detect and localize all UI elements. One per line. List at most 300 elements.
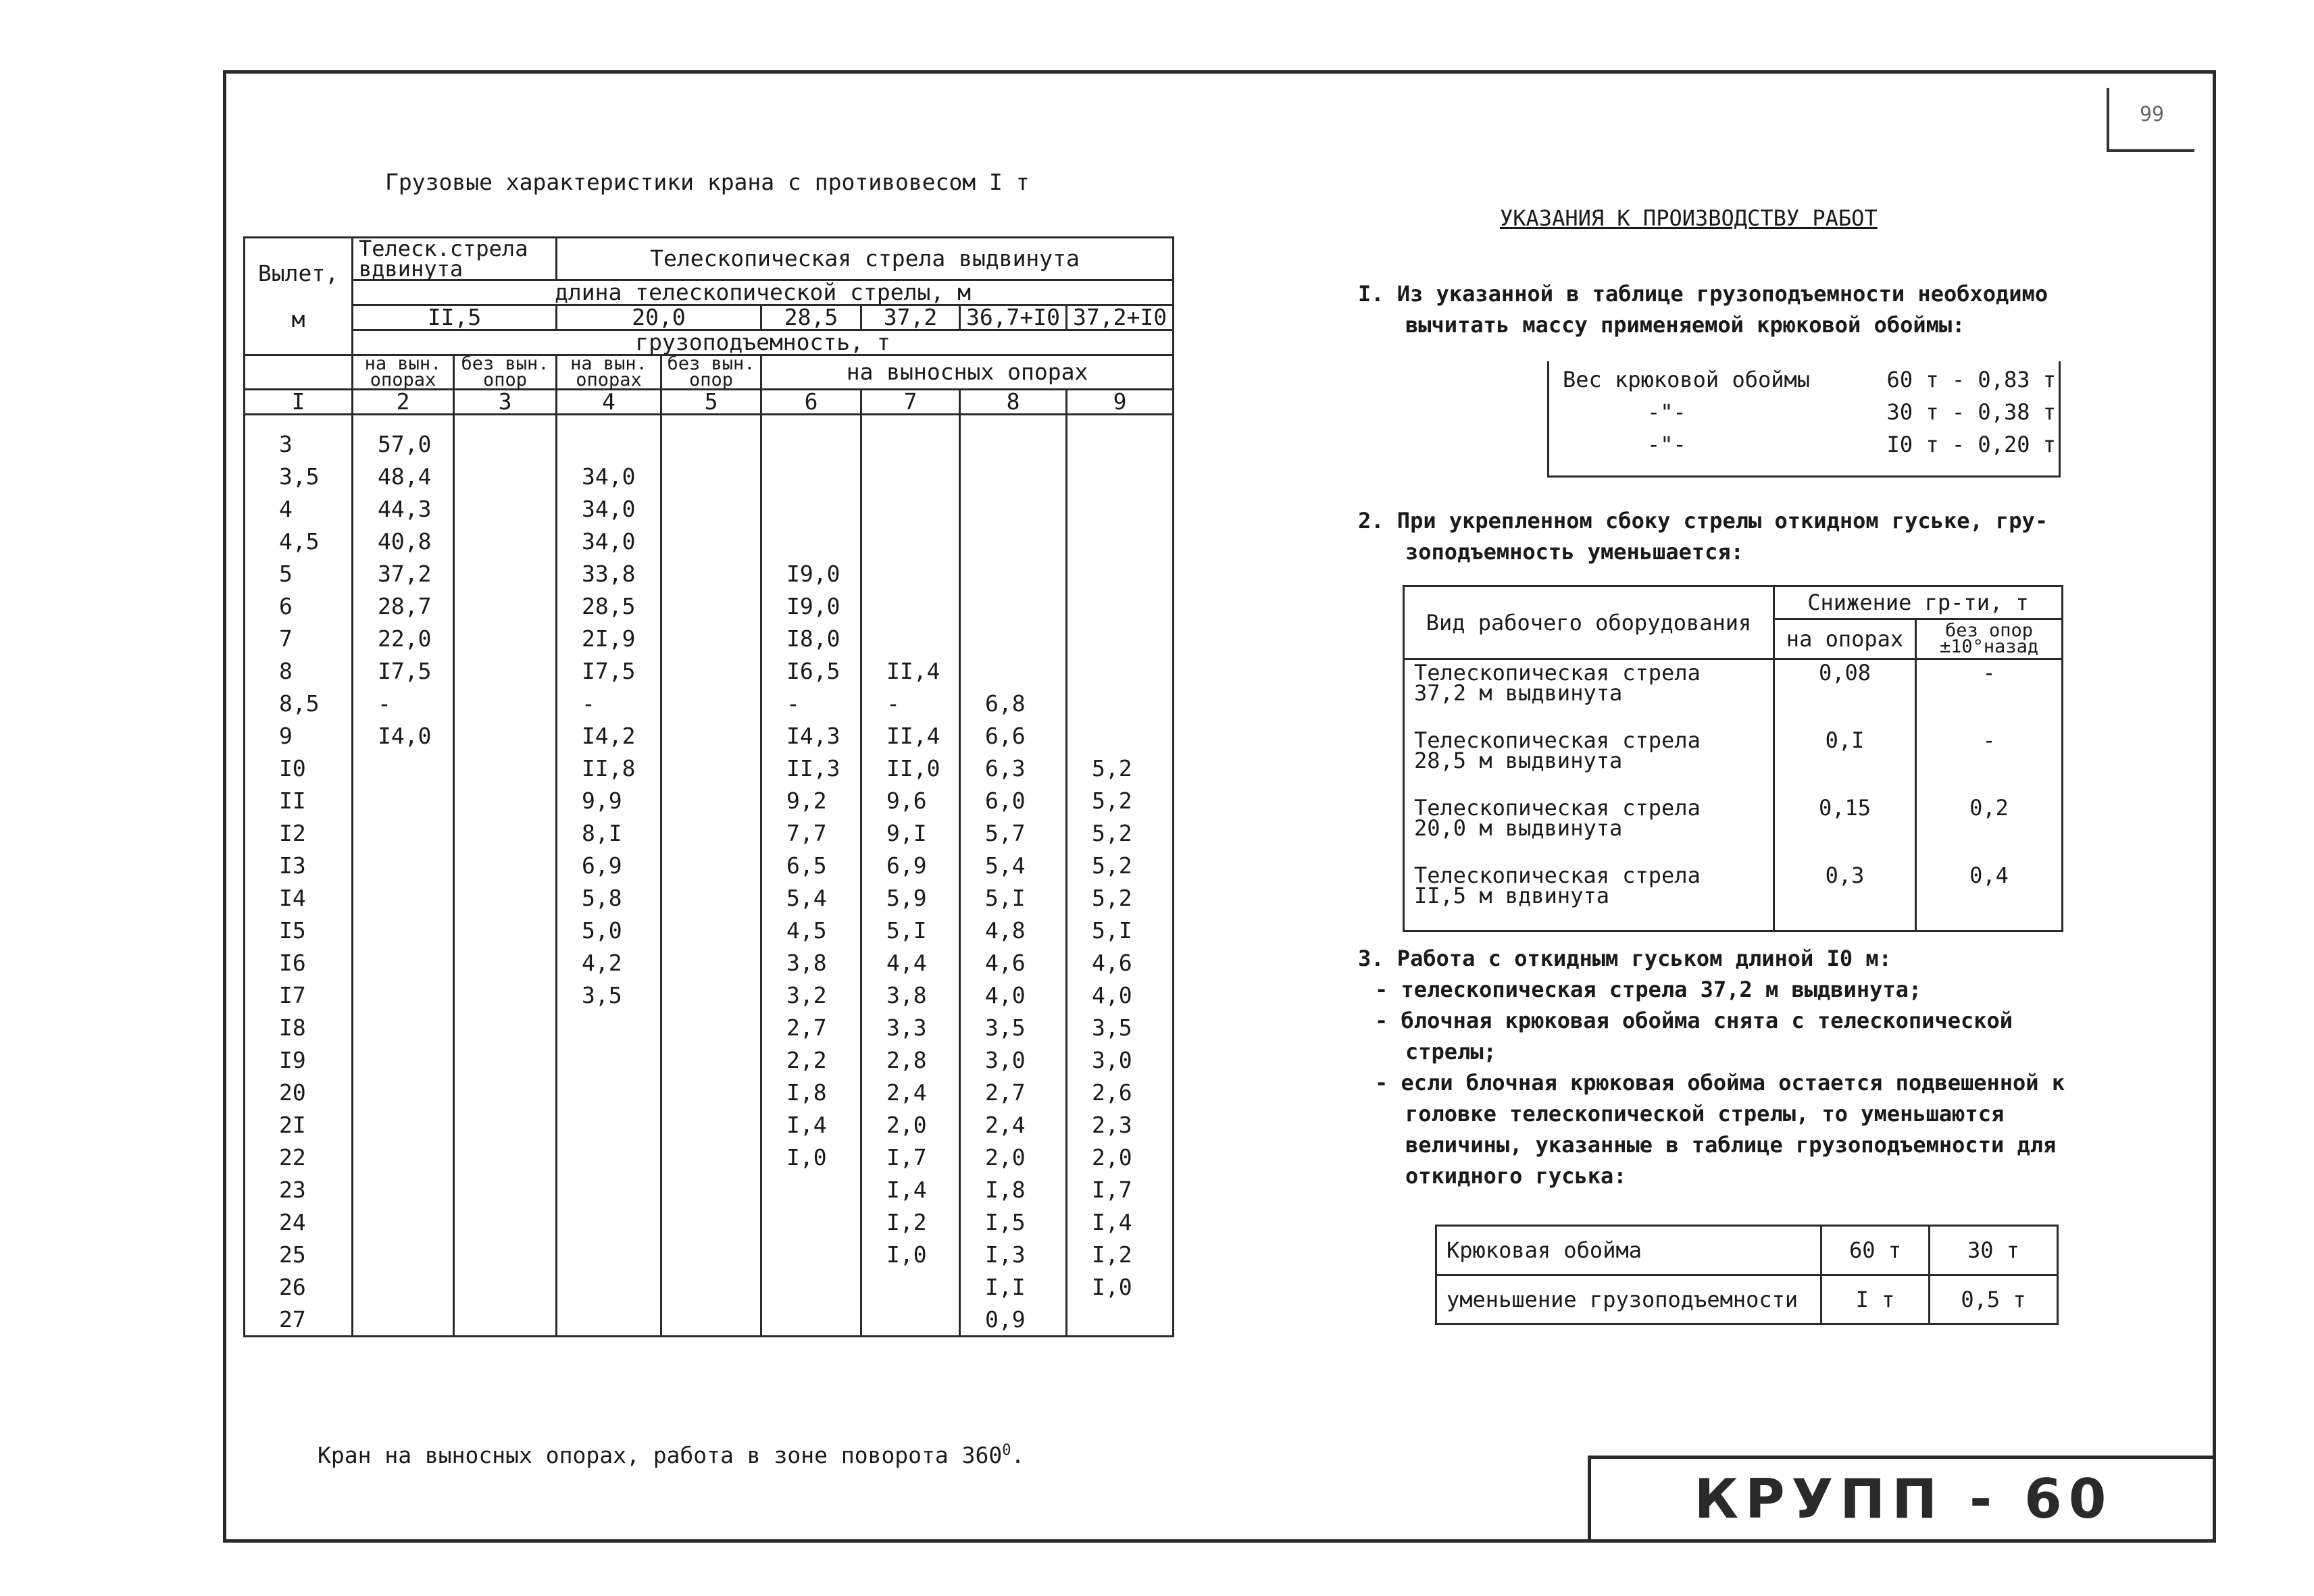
column-number: 4 — [557, 390, 661, 415]
capacity-cell — [353, 1044, 454, 1076]
capacity-cell: 6,8 — [960, 687, 1067, 719]
title-stamp: КРУПП - 60 — [1694, 1468, 2113, 1530]
length-value: 37,2+I0 — [1067, 305, 1174, 330]
capacity-cell: 3,8 — [761, 946, 861, 979]
capacity-cell: I,2 — [861, 1206, 960, 1238]
table-caption: Грузовые характеристики крана с противовесом I т — [385, 169, 1030, 195]
capacity-cell: 9,2 — [761, 784, 861, 817]
equipment-cell: Телескопическая стрела 37,2 м выдвинута — [1404, 659, 1774, 728]
reach-cell: 24 — [245, 1206, 353, 1238]
table-row — [245, 1270, 1174, 1303]
capacity-cell — [557, 1141, 661, 1173]
table-row — [245, 622, 1174, 654]
capacity-cell — [661, 1108, 761, 1141]
capacity-cell — [353, 752, 454, 784]
capacity-cell — [557, 1173, 661, 1206]
reach-cell: 25 — [245, 1238, 353, 1270]
table-row — [1404, 795, 2063, 863]
reach-cell: I5 — [245, 914, 353, 946]
capacity-cell — [557, 1044, 661, 1076]
capacity-cell: 5,I — [1067, 914, 1174, 946]
capacity-cell — [454, 946, 557, 979]
capacity-cell — [861, 557, 960, 590]
capacity-cell — [761, 492, 861, 525]
capacity-cell: 2,4 — [960, 1108, 1067, 1141]
capacity-cell: 4,8 — [960, 914, 1067, 946]
bottom-note: Кран на выносных опорах, работа в зоне поворота $360^0$. — [318, 1442, 1025, 1468]
table-row — [245, 914, 1174, 946]
capacity-cell — [960, 415, 1067, 461]
capacity-cell: 48,4 — [353, 460, 454, 492]
capacity-cell — [661, 1141, 761, 1173]
capacity-cell: I,4 — [1067, 1206, 1174, 1238]
capacity-cell — [353, 1076, 454, 1108]
capacity-cell: - — [861, 687, 960, 719]
capacity-cell — [454, 1238, 557, 1270]
capacity-cell: 4,0 — [960, 979, 1067, 1011]
capacity-cell: 7,7 — [761, 817, 861, 849]
capacity-cell — [960, 654, 1067, 687]
hook-table-value: 0,5 т — [1930, 1275, 2058, 1324]
capacity-cell: 40,8 — [353, 525, 454, 557]
table-row — [245, 492, 1174, 525]
length-value: 37,2 — [861, 305, 960, 330]
capacity-cell: 9,I — [861, 817, 960, 849]
capacity-cell — [353, 1141, 454, 1173]
reach-cell: 6 — [245, 590, 353, 622]
table-row — [245, 881, 1174, 914]
capacity-cell: 3,3 — [861, 1011, 960, 1044]
hook-weight-value: I0 т - 0,20 т — [1886, 432, 2056, 457]
capacity-cell — [353, 1108, 454, 1141]
capacity-cell — [353, 1270, 454, 1303]
capacity-cell — [761, 1303, 861, 1337]
capacity-cell — [960, 557, 1067, 590]
column-number: 9 — [1067, 390, 1174, 415]
capacity-cell: 34,0 — [557, 525, 661, 557]
bullet-item: - блочная крюковая обойма снята с телескопической стрелы; — [1375, 1008, 2013, 1064]
capacity-cell — [454, 1270, 557, 1303]
table-row — [245, 590, 1174, 622]
capacity-cell — [861, 525, 960, 557]
column-number: 2 — [353, 390, 454, 415]
capacity-cell: 57,0 — [353, 415, 454, 461]
capacity-cell — [1067, 460, 1174, 492]
boom-extended-header: Телескопическая стрела выдвинута — [557, 238, 1174, 280]
capacity-cell: 5,0 — [557, 914, 661, 946]
table-row — [245, 1173, 1174, 1206]
capacity-reduction-table — [1403, 585, 2063, 932]
reach-cell: II — [245, 784, 353, 817]
reach-cell: 2I — [245, 1108, 353, 1141]
capacity-cell: 9,6 — [861, 784, 960, 817]
capacity-cell — [661, 1270, 761, 1303]
capacity-cell: 5,2 — [1067, 849, 1174, 881]
capacity-cell — [353, 1011, 454, 1044]
reach-cell: 5 — [245, 557, 353, 590]
hook-table-col: 30 т — [1930, 1226, 2058, 1275]
capacity-cell — [454, 1173, 557, 1206]
capacity-cell — [454, 1044, 557, 1076]
table-row — [245, 460, 1174, 492]
capacity-cell: I4,2 — [557, 719, 661, 752]
capacity-cell: 28,5 — [557, 590, 661, 622]
capacity-cell — [1067, 415, 1174, 461]
capacity-cell — [557, 1108, 661, 1141]
capacity-cell: I,0 — [761, 1141, 861, 1173]
capacity-cell: 3,5 — [1067, 1011, 1174, 1044]
column-number: 7 — [861, 390, 960, 415]
on-outriggers-header: на вын. опорах — [353, 355, 454, 390]
reach-cell: I3 — [245, 849, 353, 881]
table-row — [245, 1303, 1174, 1337]
capacity-cell — [454, 1206, 557, 1238]
capacity-cell — [557, 1303, 661, 1337]
table-row — [245, 784, 1174, 817]
capacity-cell — [661, 979, 761, 1011]
capacity-cell — [454, 415, 557, 461]
capacity-cell: 2,7 — [761, 1011, 861, 1044]
capacity-cell — [454, 1141, 557, 1173]
capacity-cell: I,I — [960, 1270, 1067, 1303]
capacity-cell: I,3 — [960, 1238, 1067, 1270]
reach-cell: 9 — [245, 719, 353, 752]
table-row — [245, 1238, 1174, 1270]
reduction-value: 0,15 — [1774, 795, 1916, 863]
capacity-cell: II,3 — [761, 752, 861, 784]
capacity-cell — [861, 1303, 960, 1337]
capacity-cell — [454, 1108, 557, 1141]
reach-cell: 4,5 — [245, 525, 353, 557]
capacity-cell: 6,9 — [861, 849, 960, 881]
instruction-3: 3. Работа с откидным гуськом длиной I0 м: - телескопическая стрела 37,2 м выдвинута; - блочная крюковая обойма снята с телескопической стрелы; - если блочная крюковая обойма остается подвешенной к головке телескопической стрелы, то уменьшаются величины, указанные в таблице грузоподъемности для откидного гуська: — [1358, 943, 2067, 1191]
capacity-cell: 33,8 — [557, 557, 661, 590]
capacity-cell: 5,I — [861, 914, 960, 946]
capacity-cell — [353, 849, 454, 881]
instruction-1: I. Из указанной в таблице грузоподъемности необходимо вычитать массу применяемой крюковой обоймы: — [1358, 281, 2048, 338]
column-number: I — [245, 390, 353, 415]
capacity-cell — [353, 979, 454, 1011]
capacity-cell — [661, 492, 761, 525]
reduction-value: 0,08 — [1774, 659, 1916, 728]
equipment-header: Вид рабочего оборудования — [1404, 586, 1774, 659]
capacity-cell — [960, 525, 1067, 557]
capacity-cell — [353, 1303, 454, 1337]
capacity-cell: 28,7 — [353, 590, 454, 622]
capacity-cell — [557, 1076, 661, 1108]
table-row — [245, 979, 1174, 1011]
capacity-cell — [960, 460, 1067, 492]
reach-cell: I4 — [245, 881, 353, 914]
capacity-cell — [1067, 525, 1174, 557]
capacity-cell — [761, 1173, 861, 1206]
capacity-cell — [454, 492, 557, 525]
table-row — [245, 1044, 1174, 1076]
capacity-cell: 2,0 — [960, 1141, 1067, 1173]
on-supports-header: на опорах — [1774, 619, 1916, 659]
capacity-cell — [1067, 492, 1174, 525]
capacity-cell — [1067, 557, 1174, 590]
hook-weight-label: Вес крюковой обоймы — [1563, 367, 1811, 392]
capacity-cell — [661, 1173, 761, 1206]
table-row — [245, 849, 1174, 881]
capacity-cell — [454, 460, 557, 492]
reach-cell: I9 — [245, 1044, 353, 1076]
capacity-cell — [557, 1206, 661, 1238]
reduction-value: 0,2 — [1916, 795, 2063, 863]
capacity-cell — [661, 415, 761, 461]
capacity-cell — [661, 687, 761, 719]
capacity-cell — [661, 784, 761, 817]
capacity-cell: I8,0 — [761, 622, 861, 654]
capacity-cell — [454, 654, 557, 687]
table-row — [245, 415, 1174, 461]
capacity-cell — [861, 622, 960, 654]
hook-table-col: 60 т — [1821, 1226, 1930, 1275]
capacity-cell: - — [557, 687, 661, 719]
capacity-cell: 22,0 — [353, 622, 454, 654]
capacity-cell: I4,3 — [761, 719, 861, 752]
capacity-cell: 4,0 — [1067, 979, 1174, 1011]
capacity-cell — [454, 849, 557, 881]
capacity-cell — [960, 622, 1067, 654]
column-numbers-row — [245, 390, 1174, 415]
table-row — [245, 1011, 1174, 1044]
capacity-cell — [353, 1238, 454, 1270]
without-outriggers-header: без вын. опор — [454, 355, 557, 390]
equipment-cell: Телескопическая стрела II,5 м вдвинута — [1404, 863, 1774, 931]
capacity-cell: 2,4 — [861, 1076, 960, 1108]
length-value: 36,7+I0 — [960, 305, 1067, 330]
reach-cell: 3,5 — [245, 460, 353, 492]
length-value: II,5 — [353, 305, 557, 330]
capacity-cell: I9,0 — [761, 557, 861, 590]
table-row — [1404, 727, 2063, 795]
table-row — [245, 654, 1174, 687]
reach-cell: I0 — [245, 752, 353, 784]
capacity-cell: 3,2 — [761, 979, 861, 1011]
table-row — [1404, 659, 2063, 728]
capacity-cell: 6,6 — [960, 719, 1067, 752]
capacity-cell: 2I,9 — [557, 622, 661, 654]
capacity-cell — [861, 415, 960, 461]
capacity-cell — [557, 1270, 661, 1303]
capacity-cell — [353, 914, 454, 946]
column-number: 8 — [960, 390, 1067, 415]
ditto-mark: -"- — [1647, 432, 1686, 457]
table-row — [245, 719, 1174, 752]
capacity-cell: 5,2 — [1067, 752, 1174, 784]
capacity-cell: 9,9 — [557, 784, 661, 817]
table-row — [245, 525, 1174, 557]
capacity-cell — [661, 719, 761, 752]
reduction-header: Снижение гр-ти, т — [1774, 586, 2063, 619]
capacity-cell: I,7 — [861, 1141, 960, 1173]
length-header: длина телескопической стрелы, м — [353, 280, 1174, 305]
capacity-cell — [454, 557, 557, 590]
bullet-item: - если блочная крюковая обойма остается подвешенной к головке телескопической стрелы, то уменьшаются величины, указанные в таблице грузоподъемности для откидного гуська: — [1375, 1070, 2065, 1189]
capacity-cell — [861, 1270, 960, 1303]
capacity-cell: 34,0 — [557, 460, 661, 492]
capacity-cell — [557, 1011, 661, 1044]
capacity-cell: I,0 — [861, 1238, 960, 1270]
capacity-cell — [661, 1206, 761, 1238]
capacity-cell — [661, 1076, 761, 1108]
capacity-cell — [761, 525, 861, 557]
capacity-cell: 2,0 — [861, 1108, 960, 1141]
capacity-cell: I7,5 — [557, 654, 661, 687]
capacity-cell: I6,5 — [761, 654, 861, 687]
capacity-cell — [454, 1011, 557, 1044]
capacity-cell: I7,5 — [353, 654, 454, 687]
capacity-cell: 3,0 — [960, 1044, 1067, 1076]
reach-cell: 4 — [245, 492, 353, 525]
capacity-cell: 5,4 — [960, 849, 1067, 881]
capacity-cell: II,0 — [861, 752, 960, 784]
reach-cell: I6 — [245, 946, 353, 979]
capacity-cell: II,4 — [861, 719, 960, 752]
ditto-mark: -"- — [1647, 399, 1686, 425]
hook-table-value: I т — [1821, 1275, 1930, 1324]
capacity-cell — [661, 654, 761, 687]
equipment-cell: Телескопическая стрела 20,0 м выдвинута — [1404, 795, 1774, 863]
capacity-cell: 4,5 — [761, 914, 861, 946]
capacity-cell: 3,0 — [1067, 1044, 1174, 1076]
capacity-cell — [661, 1238, 761, 1270]
capacity-cell — [661, 914, 761, 946]
capacity-cell: 0,9 — [960, 1303, 1067, 1337]
table-row — [245, 687, 1174, 719]
capacity-cell — [960, 492, 1067, 525]
capacity-cell — [661, 590, 761, 622]
capacity-cell: 6,9 — [557, 849, 661, 881]
capacity-cell: 2,6 — [1067, 1076, 1174, 1108]
capacity-cell — [1067, 590, 1174, 622]
capacity-cell — [861, 590, 960, 622]
capacity-cell: 5,2 — [1067, 784, 1174, 817]
capacity-cell — [1067, 1303, 1174, 1337]
table-row — [245, 817, 1174, 849]
hook-weight-value: 60 т - 0,83 т — [1886, 367, 2056, 392]
on-outriggers-full-header: на выносных опорах — [761, 355, 1174, 390]
capacity-cell: 4,2 — [557, 946, 661, 979]
capacity-cell — [761, 1238, 861, 1270]
table-row — [245, 752, 1174, 784]
table-row — [245, 557, 1174, 590]
capacity-cell — [454, 914, 557, 946]
capacity-cell — [454, 881, 557, 914]
reach-cell: 27 — [245, 1303, 353, 1337]
reduction-value: - — [1916, 727, 2063, 795]
capacity-cell — [557, 415, 661, 461]
reach-cell: 7 — [245, 622, 353, 654]
capacity-cell — [353, 1206, 454, 1238]
capacity-cell: 5,2 — [1067, 817, 1174, 849]
page-number: 99 — [2107, 88, 2194, 152]
capacity-cell: 5,9 — [861, 881, 960, 914]
capacity-cell — [454, 784, 557, 817]
without-outriggers-header: без вын. опор — [661, 355, 761, 390]
reach-cell: 8 — [245, 654, 353, 687]
capacity-cell: 5,8 — [557, 881, 661, 914]
capacity-cell — [557, 1238, 661, 1270]
capacity-cell — [353, 784, 454, 817]
capacity-cell — [454, 979, 557, 1011]
capacity-cell — [661, 525, 761, 557]
reduction-value: 0,4 — [1916, 863, 2063, 931]
capacity-cell: - — [761, 687, 861, 719]
capacity-cell: I,4 — [861, 1173, 960, 1206]
capacity-cell — [454, 1303, 557, 1337]
length-value: 20,0 — [557, 305, 761, 330]
capacity-cell — [661, 752, 761, 784]
hook-table-label: уменьшение грузоподъемности — [1436, 1275, 1821, 1324]
hook-reduction-table — [1435, 1225, 2059, 1325]
table-row — [245, 1206, 1174, 1238]
capacity-cell: 2,8 — [861, 1044, 960, 1076]
capacity-cell — [454, 525, 557, 557]
table-row — [245, 946, 1174, 979]
reach-cell: I7 — [245, 979, 353, 1011]
reduction-value: 0,I — [1774, 727, 1916, 795]
capacity-cell — [661, 622, 761, 654]
reduction-value: 0,3 — [1774, 863, 1916, 931]
capacity-cell — [661, 460, 761, 492]
capacity-cell — [353, 946, 454, 979]
reach-cell: 20 — [245, 1076, 353, 1108]
capacity-cell: I,4 — [761, 1108, 861, 1141]
capacity-cell: 6,3 — [960, 752, 1067, 784]
capacity-cell: 37,2 — [353, 557, 454, 590]
capacity-cell — [1067, 622, 1174, 654]
table-row — [245, 1108, 1174, 1141]
column-number: 5 — [661, 390, 761, 415]
reduction-value: - — [1916, 659, 2063, 728]
column-number: 6 — [761, 390, 861, 415]
capacity-cell: 6,0 — [960, 784, 1067, 817]
capacity-cell — [353, 1173, 454, 1206]
vylet-header: Вылет, м — [245, 238, 353, 355]
capacity-cell: 2,7 — [960, 1076, 1067, 1108]
capacity-cell: 44,3 — [353, 492, 454, 525]
capacity-cell: 2,2 — [761, 1044, 861, 1076]
load-chart-table — [243, 236, 1174, 1337]
capacity-cell: 2,0 — [1067, 1141, 1174, 1173]
capacity-cell — [353, 817, 454, 849]
capacity-cell — [661, 817, 761, 849]
capacity-cell — [761, 460, 861, 492]
capacity-cell: 3,5 — [960, 1011, 1067, 1044]
without-supports-header: без опор ±10°назад — [1916, 619, 2063, 659]
capacity-cell: 5,4 — [761, 881, 861, 914]
capacity-cell: - — [353, 687, 454, 719]
on-outriggers-header: на вын. опорах — [557, 355, 661, 390]
capacity-cell — [761, 1206, 861, 1238]
capacity-cell: 34,0 — [557, 492, 661, 525]
reach-cell: I8 — [245, 1011, 353, 1044]
capacity-cell — [454, 687, 557, 719]
capacity-cell — [454, 1076, 557, 1108]
hook-table-label: Крюковая обойма — [1436, 1226, 1821, 1275]
table-row — [245, 1141, 1174, 1173]
capacity-cell — [1067, 654, 1174, 687]
capacity-cell — [454, 590, 557, 622]
capacity-cell: I,8 — [761, 1076, 861, 1108]
capacity-cell: 2,3 — [1067, 1108, 1174, 1141]
table-row — [1404, 863, 2063, 931]
capacity-cell: 5,2 — [1067, 881, 1174, 914]
capacity-cell: II,8 — [557, 752, 661, 784]
